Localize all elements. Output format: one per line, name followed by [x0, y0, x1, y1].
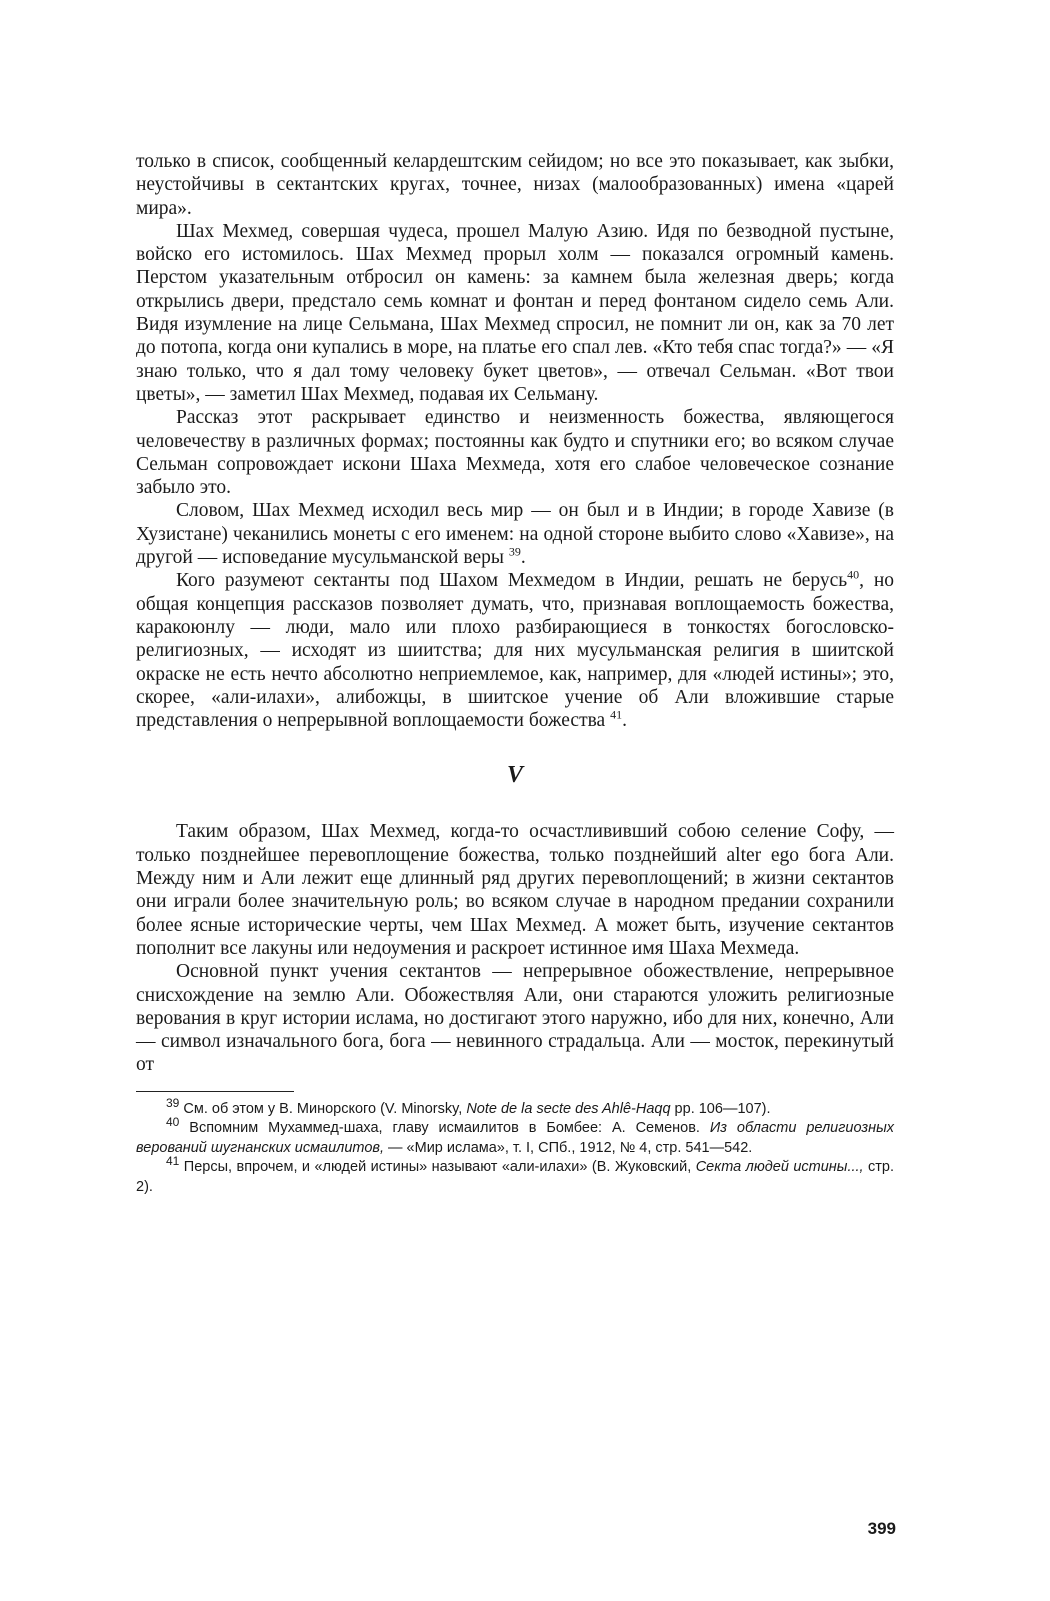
- paragraph-5-text-b: , но общая концепция рассказов позволяет думать, что, признавая воплощаемость божества, каракоюнлу — люди, мало или плохо разбирающиеся в тонкостях богословско-религиозных, — исходят из шиитства; для них мусульманская религия в шиитской окраске не есть нечто абсолютно неприемлемое, как, например, для «людей истины»; это, скорее, «али-илахи», алибожцы, в шиитское учение об Али вложившие старые представления о непрерывной воплощаемости божества: [136, 570, 895, 732]
- footnote-39-text-a: См. об этом у В. Минорского (V. Minorsky,: [179, 1100, 467, 1117]
- section-paragraph-2: Основной пункт учения сектантов — непрерывное обожествление, непрерывное снисхождение на землю Али. Обожествляя Али, они стараются уложить религиозные верования в круг истории ислама, но достигают этого наружно, ибо для них, конечно, Али — символ изначального бога, бога — невинного страдальца. Али — мосток, перекинутый от: [136, 961, 894, 1076]
- paragraph-5: [136, 569, 894, 732]
- paragraph-4: [136, 499, 894, 569]
- footnote-divider: [136, 1091, 294, 1092]
- footnote-41-text-a: Персы, впрочем, и «людей истины» называют «али-илахи» (В. Жуковский,: [179, 1159, 696, 1176]
- footnote-39: [136, 1095, 894, 1120]
- footnote-40-number: 40: [166, 1115, 180, 1130]
- paragraph-5-text-a: Кого разумеют сектанты под Шахом Мехмедом в Индии, решать не берусь: [176, 570, 848, 592]
- footnote-40-text-a: Вспомним Мухаммед-шаха, главу исмаилитов в Бомбее: А. Семенов.: [179, 1120, 710, 1137]
- paragraph-2: Шах Мехмед, совершая чудеса, прошел Малую Азию. Идя по безводной пустыне, войско его истомилось. Шах Мехмед прорыл холм — показался огромный камень. Перстом указательным отбросил он камень: за камнем была железная дверь; когда открылись двери, предстало семь комнат и фонтан и перед фонтаном сидело семь Али. Видя изумление на лице Сельмана, Шах Мехмед спросил, не помнит ли он, как за 70 лет до потопа, когда они купались в море, на платье его спал лев. «Кто тебя спас тогда?» — «Я знаю только, что я дал тому человеку букет цветов», — отвечал Сельман. «Вот твои цветы», — заметил Шах Мехмед, подавая их Сельману.: [136, 220, 894, 405]
- footnote-40-title: Из области религиозных верований шугнанских исмаилитов,: [136, 1120, 894, 1156]
- footnote-39-title: Note de la secte des Ahlê-Haqq: [466, 1100, 671, 1117]
- footnote-ref-41[interactable]: 41: [610, 707, 623, 722]
- paragraph-5-period: .: [622, 710, 627, 732]
- footnote-40-text-b: — «Мир ислама», т. I, СПб., 1912, № 4, стр. 541—542.: [384, 1139, 753, 1156]
- footnote-41-number: 41: [166, 1154, 180, 1169]
- section-heading: V: [506, 762, 523, 789]
- footnote-39-number: 39: [166, 1095, 180, 1110]
- footnote-ref-39[interactable]: 39: [508, 544, 521, 559]
- footnote-41-title: Секта людей истины...,: [695, 1159, 864, 1176]
- footnote-41-text-b: стр. 2).: [136, 1159, 894, 1195]
- section-paragraph-1: Таким образом, Шах Мехмед, когда-то осчастлививший собою селение Софу, — только позднейшее перевоплощение божества, только позднейший alter ego бога Али. Между ним и Али лежит еще длинный ряд других перевоплощений; в жизни сектантов они играли более значительную роль; во всяком случае в народном предании сохранили более ясные исторические черты, чем Шах Мехмед. А может быть, изучение сектантов пополнит все лакуны или недоумения и раскроет истинное имя Шаха Мехмеда.: [136, 821, 894, 959]
- footnote-40: [136, 1115, 894, 1158]
- page-body: [136, 150, 894, 1197]
- page-number: 399: [867, 1519, 896, 1538]
- footnote-ref-40[interactable]: 40: [847, 567, 860, 582]
- footnote-39-text-b: pp. 106—107).: [670, 1100, 771, 1117]
- paragraph-3: Рассказ этот раскрывает единство и неизменность божества, являющегося человечеству в различных формах; постоянны как будто и спутники его; во всяком случае Сельман сопровождает искони Шаха Мехмеда, хотя его слабое человеческое сознание забыло это.: [136, 407, 894, 499]
- paragraph-4-text: Словом, Шах Мехмед исходил весь мир — он был и в Индии; в городе Хавизе (в Хузистане) чеканились монеты с его именем: на одной стороне выбито слово «Хавизе», на другой — исповедание мусульманской веры: [136, 500, 894, 569]
- footnote-41: [136, 1154, 894, 1197]
- paragraph-4-period: .: [520, 547, 526, 569]
- paragraph-1: только в список, сообщенный келардештским сейидом; но все это показывает, как зыбки, неустойчивы в сектантских кругах, точнее, низах (малообразованных) имена «царей мира».: [136, 151, 894, 219]
